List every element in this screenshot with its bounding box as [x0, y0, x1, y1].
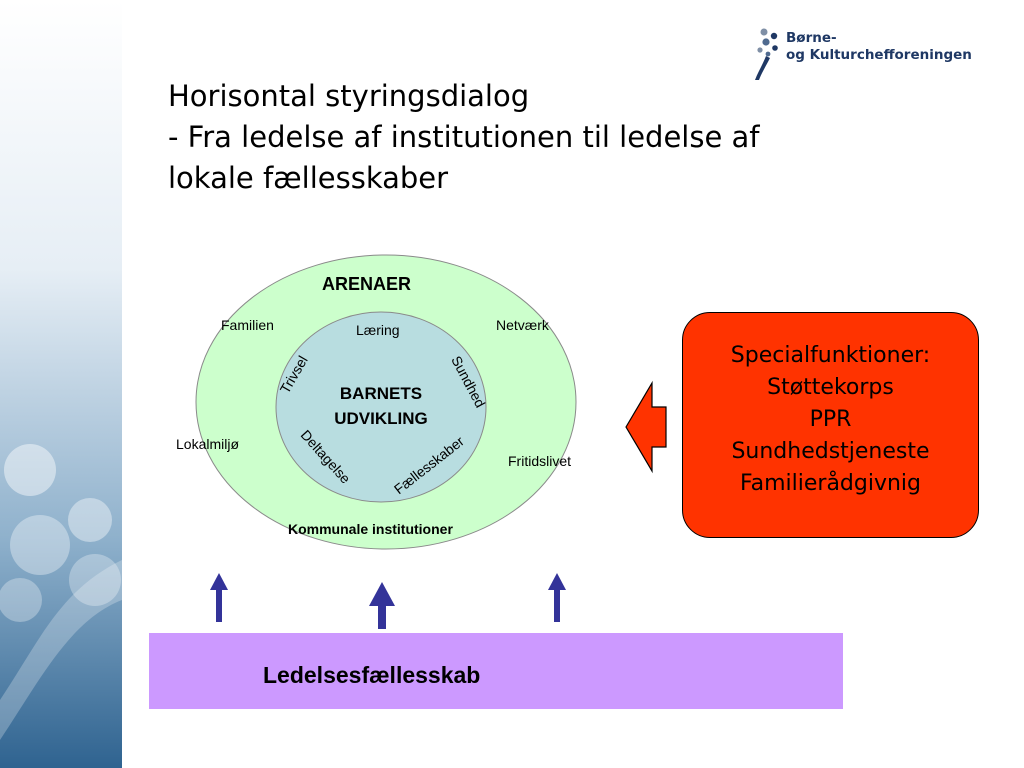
title-line-1: Horisontal styringsdialog [168, 79, 530, 113]
fritidslivet-label: Fritidslivet [508, 453, 572, 469]
special-line-3: PPR [809, 407, 852, 432]
logo-line-2: og Kulturchefforeningen [786, 47, 972, 63]
special-line-4: Sundhedstjeneste [731, 439, 930, 464]
trivsel-label: Trivsel [276, 352, 311, 397]
up-arrow-right [548, 573, 566, 622]
title-line-2: - Fra ledelse af institutionen til ledelse af [168, 120, 760, 154]
left-arrow [626, 383, 666, 471]
special-line-5: Familierådgivnig [739, 471, 922, 496]
sundhed-label: Sundhed [448, 353, 489, 411]
center-line-1: BARNETS [339, 384, 423, 403]
laering-label: Læring [356, 322, 400, 338]
arenaer-title: ARENAER [322, 274, 412, 294]
faellesskaber-label: Fællesskaber [390, 432, 467, 498]
kommunale-institutioner-label: Kommunale institutioner [288, 521, 453, 537]
lokalmiljo-label: Lokalmiljø [176, 436, 240, 452]
special-line-1: Specialfunktioner: [730, 343, 931, 368]
ledelsesfaellesskab-label: Ledelsesfællesskab [263, 662, 481, 688]
title-line-3: lokale fællesskaber [168, 161, 449, 195]
netvaerk-label: Netværk [496, 317, 549, 333]
specialfunktioner-text [682, 340, 979, 500]
up-arrow-left [210, 573, 228, 622]
logo-line-1: Børne- [786, 30, 837, 46]
ledelsesfaellesskab-bar [149, 633, 843, 709]
barnets-udvikling [305, 381, 457, 431]
familien-label: Familien [221, 317, 274, 333]
up-arrow-center [369, 582, 395, 629]
center-line-2: UDVIKLING [334, 409, 428, 428]
special-line-2: Støttekorps [767, 375, 894, 400]
deltagelse-label: Deltagelse [297, 426, 354, 487]
